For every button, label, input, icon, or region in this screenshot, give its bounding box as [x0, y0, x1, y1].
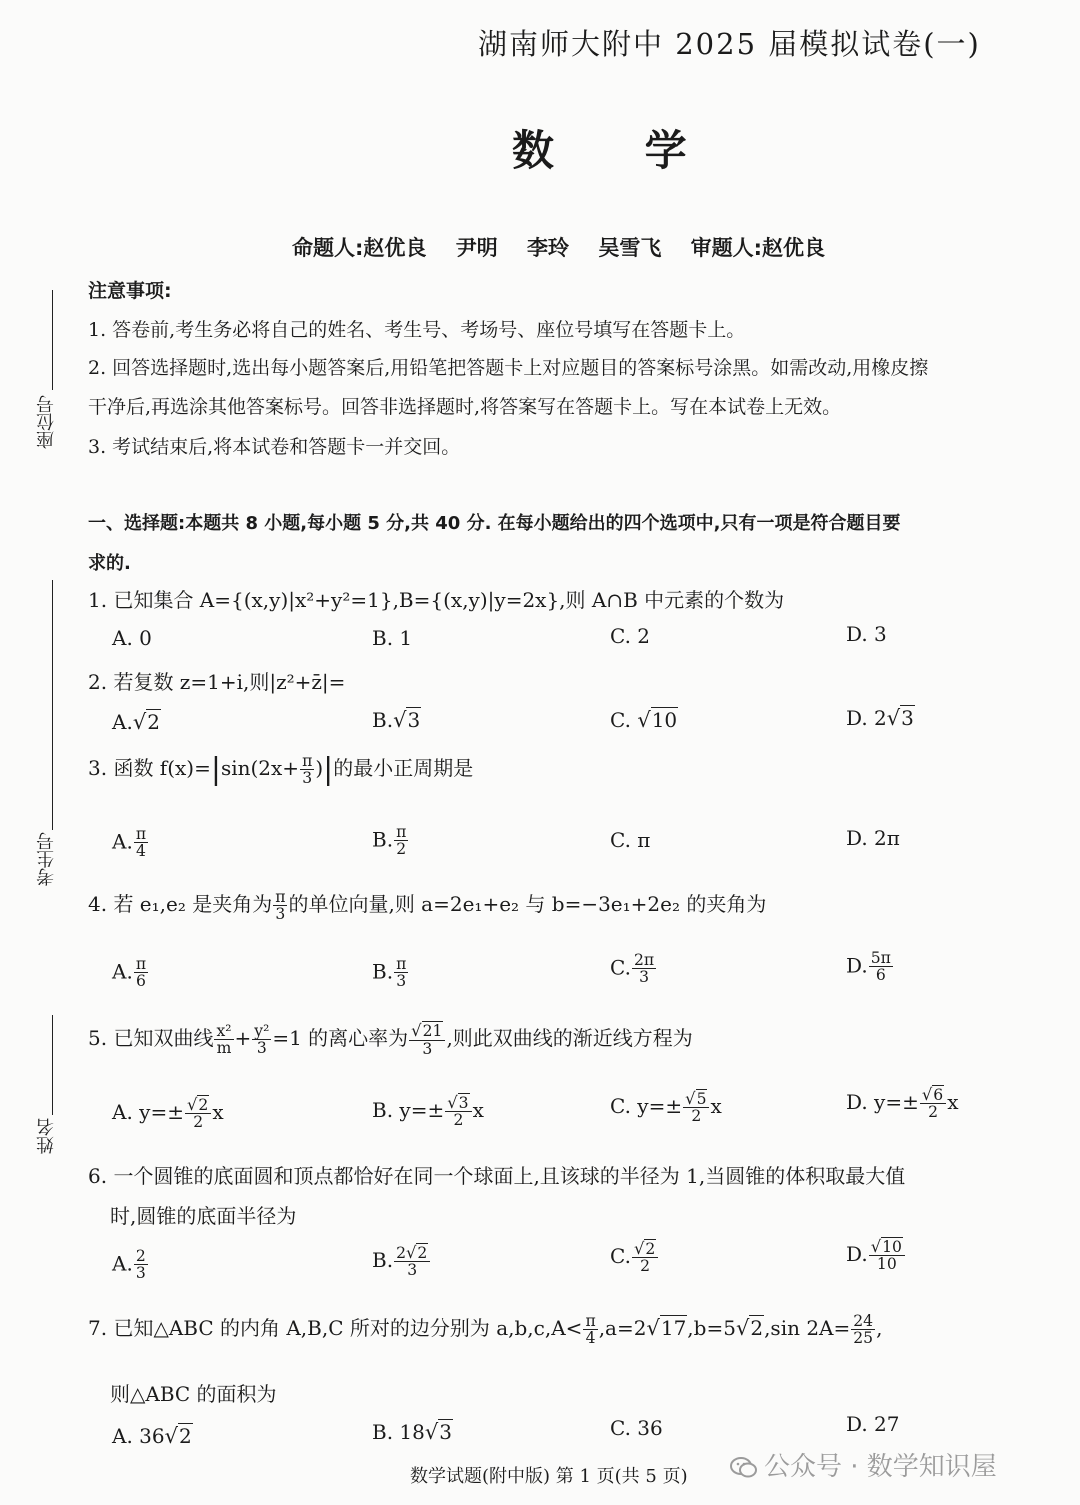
q1-option-c: C. 2 — [610, 624, 651, 648]
notice-line: 2. 回答选择题时,选出每小题答案后,用铅笔把答题卡上对应题目的答案标号涂黑。如需改动,用橡皮擦 — [88, 357, 929, 379]
notice-line: 干净后,再选涂其他答案标号。回答非选择题时,将答案写在答题卡上。写在本试卷上无效。 — [88, 396, 842, 418]
q6-option-d: D. $\frac{√10}{10}$ — [846, 1238, 906, 1273]
reviewer-label: 审题人:赵优良 — [690, 236, 826, 260]
q2-option-d: D. 2√3 — [846, 706, 914, 730]
q3-option-d: D. 2π — [846, 826, 900, 850]
q6-option-b: B. $\frac{2√2}{3}$ — [372, 1244, 431, 1279]
exam-header-title: 湖南师大附中 2025 届模拟试卷(一) — [478, 27, 981, 61]
seat-label: 座位号 — [36, 395, 57, 449]
q2-option-c: C. √10 — [610, 708, 678, 732]
q5-option-a: A. y=± $\frac{√2}{2}$ x — [112, 1095, 224, 1132]
q2-option-b: B.√3 — [372, 708, 421, 732]
q3-option-c: C. π — [610, 828, 651, 852]
question-6-stem: 6. 一个圆锥的底面圆和顶点都恰好在同一个球面上,且该球的半径为 1,当圆锥的体积取最大值 — [88, 1164, 906, 1188]
q1-option-d: D. 3 — [846, 622, 887, 646]
q4-option-a: A. $\frac{\pi}{6}$ — [112, 955, 147, 991]
question-4-stem: 4. 若 e₁,e₂ 是夹角为 $\frac{\pi}{3}$ 的单位向量,则 a=2e₁+e₂ 与 b=−3e₁+2e₂ 的夹角为 — [88, 887, 767, 923]
q1-option-a: A. 0 — [112, 626, 152, 650]
question-7-stem-cont: 则△ABC 的面积为 — [110, 1382, 277, 1406]
author-name: 吴雪飞 — [598, 236, 662, 260]
q5-option-c: C. y=± $\frac{√5}{2}$ x — [610, 1089, 722, 1126]
watermark — [730, 1446, 997, 1483]
question-1-stem: 1. 已知集合 A={(x,y)|x²+y²=1},B={(x,y)|y=2x},则 A∩B 中元素的个数为 — [88, 588, 785, 612]
exam-no-line — [52, 580, 53, 830]
authors-line — [292, 232, 847, 262]
q4-option-d: D. $\frac{5\pi}{6}$ — [846, 949, 891, 985]
section-heading: 一、选择题:本题共 8 小题,每小题 5 分,共 40 分. 在每小题给出的四个选项中,只有一项是符合题目要 — [88, 513, 901, 534]
q3-option-b: B. $\frac{\pi}{2}$ — [372, 823, 407, 859]
watermark-text: 公众号 · 数学知识屋 — [764, 1452, 997, 1482]
q7-option-b: B. 18√3 — [372, 1420, 452, 1444]
question-5-stem: 5. 已知双曲线 $\frac{\text{x²}}{m}$ + $\frac{\text{y²}}{3}$ =1 的离心率为 $\frac{√21}{3}$ ,则此双曲线的渐近线方程为 — [88, 1021, 693, 1058]
q5-option-b: B. y=± $\frac{√3}{2}$ x — [372, 1093, 484, 1130]
q6-option-a: A. $\frac{2}{3}$ — [112, 1247, 146, 1283]
q6-option-c: C. $\frac{√2}{2}$ — [610, 1240, 659, 1275]
question-3-stem: 3. 函数 f(x)=|sin(2x+ $\frac{\pi}{3}$ )|的最小正周期是 — [88, 751, 474, 787]
question-7-stem: 7. 已知△ABC 的内角 A,B,C 所对的边分别为 a,b,c,A< $\frac{\pi}{4}$ ,a=2√17,b=5√2,sin 2A= $\frac{24}{25}$ , — [88, 1311, 883, 1347]
page-footer: 数学试题(附中版) 第 1 页(共 5 页) — [410, 1466, 688, 1487]
name-label: 姓名 — [36, 1118, 57, 1154]
q1-option-b: B. 1 — [372, 626, 413, 650]
author-name: 李玲 — [527, 236, 570, 260]
notice-heading: 注意事项: — [88, 280, 172, 302]
section-heading-cont: 求的. — [88, 553, 131, 574]
q7-option-d: D. 27 — [846, 1412, 900, 1436]
exam-no-label: 考生号 — [36, 832, 57, 886]
setters-label: 命题人:赵优良 — [292, 236, 427, 260]
question-6-stem-cont: 时,圆锥的底面半径为 — [110, 1204, 297, 1228]
seat-line — [52, 290, 53, 390]
notice-line: 3. 考试结束后,将本试卷和答题卡一并交回。 — [88, 436, 461, 458]
q7-option-c: C. 36 — [610, 1416, 663, 1440]
q3-option-a: A. $\frac{\pi}{4}$ — [112, 825, 147, 861]
notice-line: 1. 答卷前,考生务必将自己的姓名、考生号、考场号、座位号填写在答题卡上。 — [88, 319, 746, 341]
subject-title: 数 学 — [512, 126, 725, 175]
q2-option-a: A.√2 — [112, 710, 160, 734]
q4-option-b: B. $\frac{\pi}{3}$ — [372, 955, 407, 991]
q7-option-a: A. 36√2 — [112, 1424, 192, 1448]
q4-option-c: C. $\frac{2\pi}{3}$ — [610, 951, 655, 987]
wechat-icon — [730, 1456, 758, 1480]
author-name: 尹明 — [455, 236, 498, 260]
name-line — [52, 1015, 53, 1115]
q5-option-d: D. y=± $\frac{√6}{2}$ x — [846, 1085, 959, 1122]
question-2-stem: 2. 若复数 z=1+i,则|z²+z̄|= — [88, 670, 346, 694]
